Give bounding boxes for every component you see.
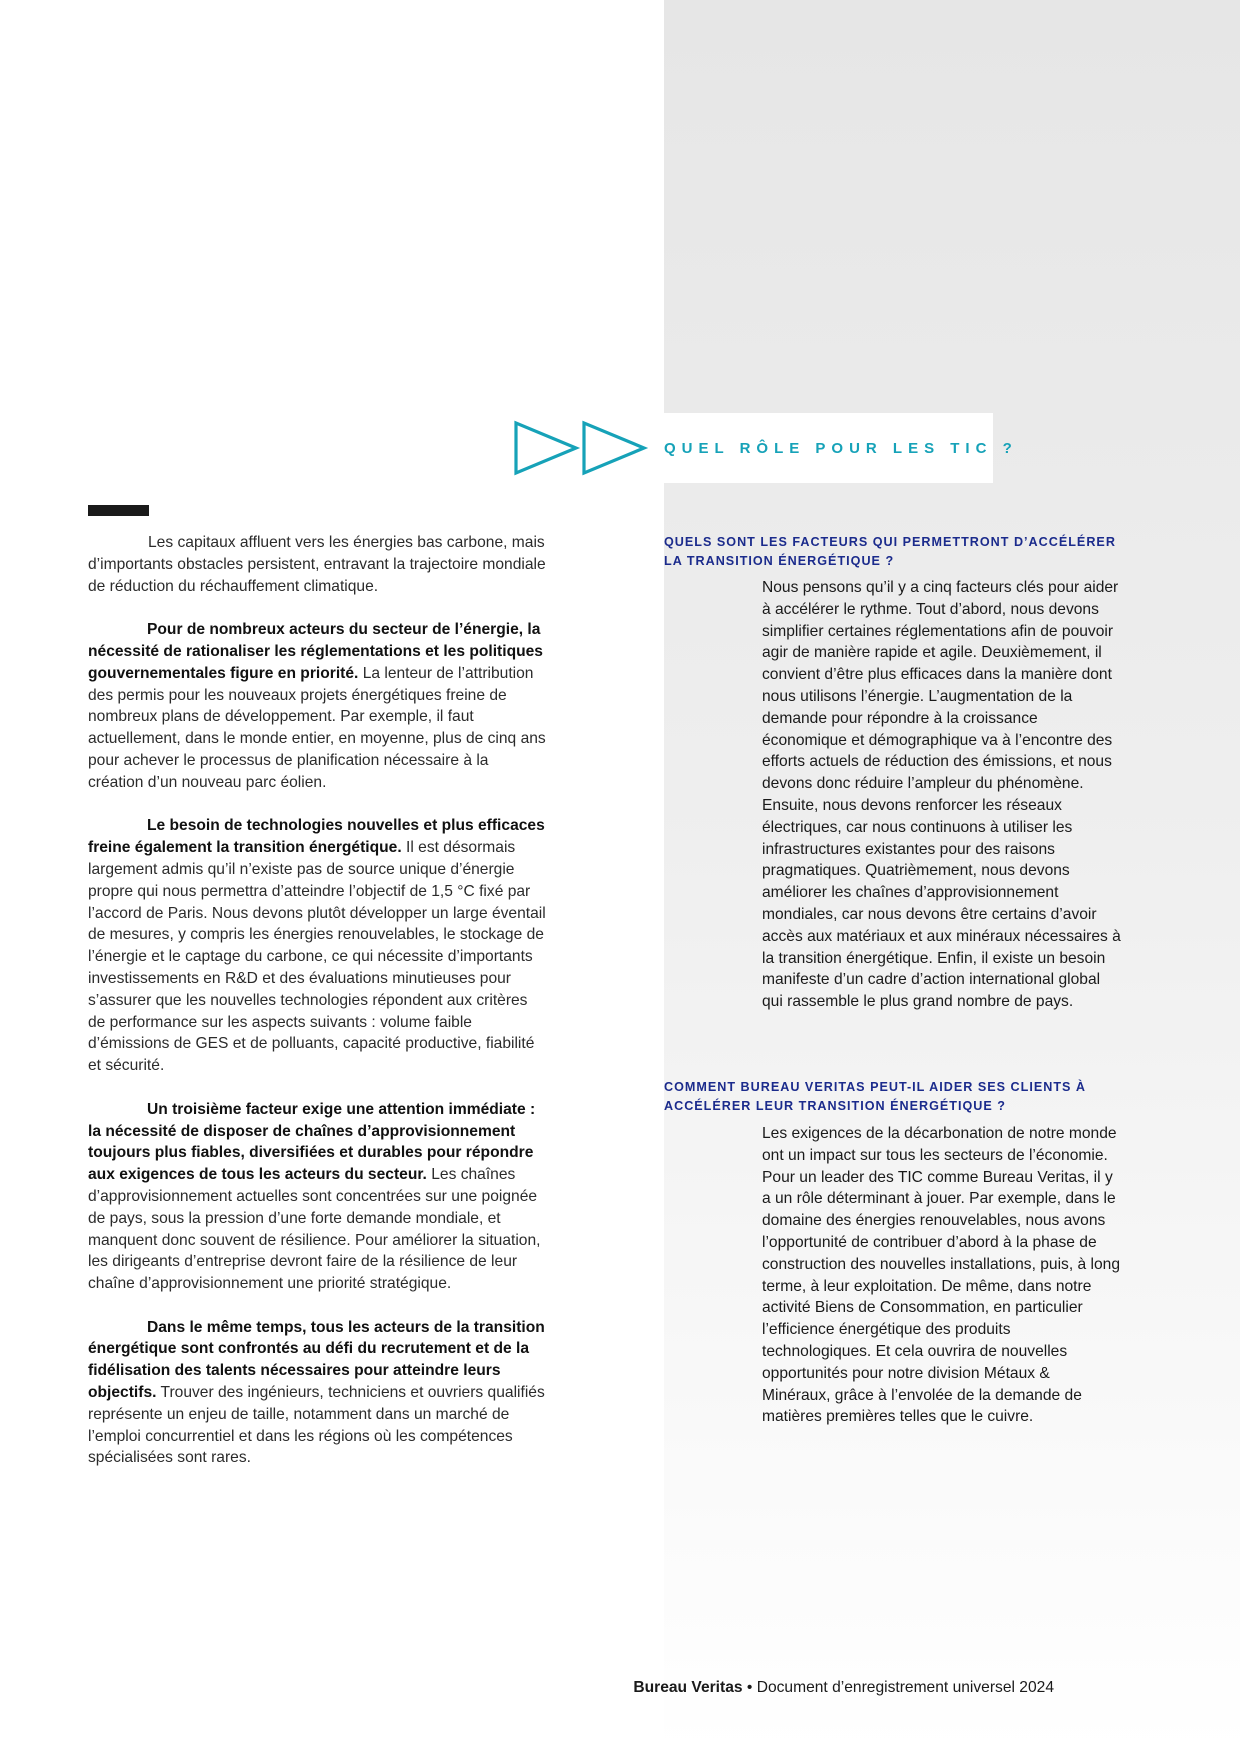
answer-body-1: Nous pensons qu’il y a cinq facteurs clés pour aider à accélérer le rythme. Tout d’abord, nous devons simplifier certaines réglementations afin de pouvoir agir de manière rapide et agile. Deuxièmement, il convient d’être plus efficaces dans la manière dont nous utilisons l’énergie. L’augmentation de la demande pour répondre à la croissance économique et démographique va à l’encontre des efforts actuels de réduction des émissions, et nous devons donc réduire l’ampleur du phénomène. Ensuite, nous devons renforcer les réseaux électriques, car nous continuons à utiliser les infrastructures existantes pour des raisons pragmatiques. Quatrièmement, nous devons améliorer les chaînes d’approvisionnement mondiales, car nous devons être certains d’avoir accès aux matériaux et aux minéraux nécessaires à la transition énergétique. Enfin, il existe un besoin manifeste d’un cadre d’action international global qui rassemble le plus grand nombre de pays. (762, 579, 1121, 1011)
paragraph-text: Trouver des ingénieurs, techniciens et ouvriers qualifiés représente un enjeu de taille, notamment dans un marché de l’emploi concurrentiel et dans les régions où les compétences spécialisées sont rares. (88, 1384, 545, 1467)
paragraph-lead: Dans le même temps, tous les acteurs de la transition énergétique sont confrontés au défi du recrutement et de la fidélisation des talents nécessaires pour atteindre leurs objectifs. (88, 1318, 545, 1402)
left-column (88, 532, 548, 1491)
double-triangle-arrow-icon (512, 419, 652, 477)
footer-document: Document d’enregistrement universel 2024 (756, 1679, 1054, 1696)
paragraph-lead: Un troisième facteur exige une attention immédiate : la nécessité de disposer de chaînes d’approvisionnement toujours plus fiables, diversifiées et durables pour répondre aux exigences de tous les acteurs du secteur. (88, 1100, 536, 1184)
footer-separator: • (742, 1679, 757, 1696)
paragraph-lead: Le besoin de technologies nouvelles et plus efficaces freine également la transition énergétique. (88, 817, 545, 857)
answer-body-2: Les exigences de la décarbonation de notre monde ont un impact sur tous les secteurs de l’économie. Pour un leader des TIC comme Bureau Veritas, il y a un rôle déterminant à jouer. Par exemple, dans le domaine des énergies renouvelables, nous avons l’opportunité de contribuer d’abord à la phase de construction des nouvelles installations, puis, à long terme, à leur exploitation. De même, dans notre activité Biens de Consommation, en particulier l’efficience énergétique des produits technologiques. Et cela ouvrira de nouvelles opportunités pour notre division Métaux & Minéraux, grâce à l’envolée de la demande de matières premières telles que le cuivre. (762, 1125, 1121, 1426)
paragraph-text: La lenteur de l’attribution des permis pour les nouveaux projets énergétiques freine de nombreux plans de développement. Par exemple, il faut actuellement, dans le monde entier, en moyenne, plus de cinq ans pour achever le processus de planification nécessaire à la création d’un nouveau parc éolien. (88, 664, 546, 791)
paragraph-regulations (88, 619, 548, 793)
paragraph-technologies (88, 815, 548, 1077)
paragraph-lead: Pour de nombreux acteurs du secteur de l’énergie, la nécessité de rationaliser les réglementations et les politiques gouvernementales figure en priorité. (88, 621, 543, 682)
section-title: QUEL RÔLE POUR LES TIC ? (664, 440, 1018, 457)
paragraph-text: Les chaînes d’approvisionnement actuelles sont concentrées sur une poignée de pays, sous la pression d’une forte demande mondiale, et manquent donc souvent de résilience. Pour améliorer la situation, les dirigeants d’entreprise devront faire de la résilience de leur chaîne d’approvisionnement une priorité stratégique. (88, 1166, 541, 1293)
accent-bar (88, 505, 149, 516)
question-heading-2: COMMENT BUREAU VERITAS PEUT-IL AIDER SES CLIENTS À ACCÉLÉRER LEUR TRANSITION ÉNERGÉTIQUE ? (664, 1080, 1087, 1113)
paragraph-supply-chains (88, 1099, 548, 1295)
paragraph-talent (88, 1317, 548, 1470)
footer-brand: Bureau Veritas (633, 1679, 743, 1696)
page-footer (618, 1678, 1054, 1698)
question-heading-1: QUELS SONT LES FACTEURS QUI PERMETTRONT D’ACCÉLÉRER LA TRANSITION ÉNERGÉTIQUE ? (664, 535, 1116, 568)
intro-paragraph: Les capitaux affluent vers les énergies bas carbone, mais d’importants obstacles persistent, entravant la trajectoire mondiale de réduction du réchauffement climatique. (88, 534, 546, 595)
paragraph-text: Il est désormais largement admis qu’il n’existe pas de source unique d’énergie propre qui nous permettra d’atteindre l’objectif de 1,5 °C fixé par l’accord de Paris. Nous devons plutôt développer un large éventail de mesures, y compris les énergies renouvelables, le stockage de l’énergie et le captage du carbone, ce qui nécessite d’importants investissements en R&D et des évaluations minutieuses pour s’assurer que les nouvelles technologies répondent aux critères de performance sur les aspects suivants : volume faible d’émissions de GES et de polluants, capacité productive, fiabilité et sécurité. (88, 839, 546, 1075)
